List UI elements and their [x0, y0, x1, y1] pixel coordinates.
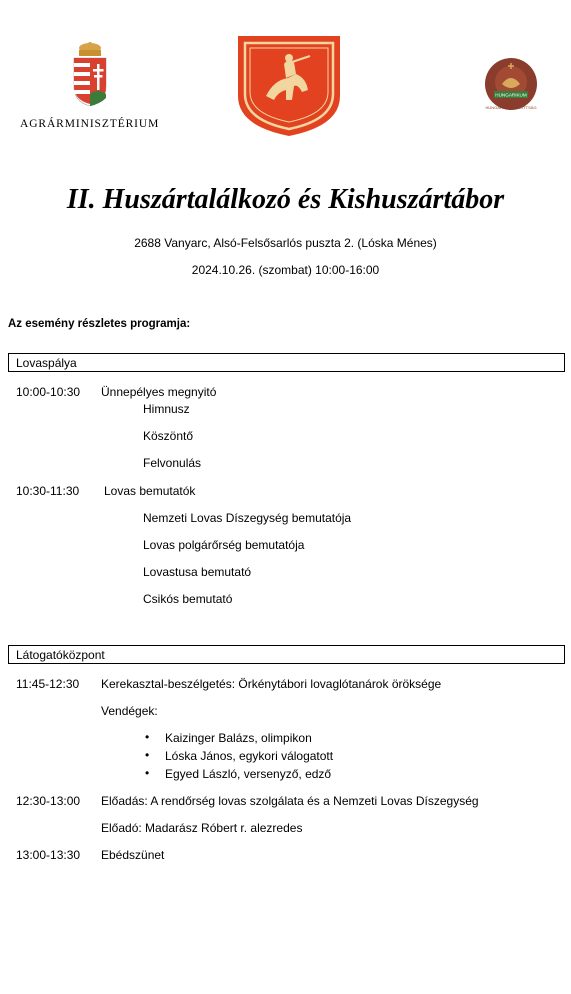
hussar-crest-icon	[236, 34, 342, 138]
program-title: Lovas bemutatók	[104, 484, 196, 498]
agrarminiszterium-logo	[20, 42, 160, 134]
program-title: Ebédszünet	[101, 848, 165, 862]
program-subitem: Nemzeti Lovas Díszegység bemutatója	[143, 511, 352, 525]
program-intro: Az esemény részletes programja:	[8, 318, 191, 330]
event-datetime: 2024.10.26. (szombat) 10:00-16:00	[191, 263, 380, 277]
program-subitem: Köszöntő	[143, 429, 194, 443]
event-title: II. Huszártalálkozó és Kishuszártábor	[66, 184, 505, 215]
hungarikum-logo	[478, 56, 544, 112]
ribbon-label: HUNGARIKUM	[495, 92, 527, 98]
bullet-icon: •	[145, 748, 150, 762]
program-subitem: Felvonulás	[143, 456, 202, 470]
program-time: 13:00-13:30	[16, 848, 81, 862]
hungarian-coat-of-arms-icon	[72, 42, 108, 108]
section-header-lovaspalya: Lovaspálya	[8, 353, 565, 372]
program-subitem: Csikós bemutató	[143, 592, 233, 606]
ministry-label: AGRÁRMINISZTÉRIUM	[20, 118, 160, 130]
program-subitem: Lovas polgárőrség bemutatója	[143, 538, 305, 552]
hungarikum-bizottsag-label: HUNGARIKUM BIZOTTSÁG	[485, 105, 537, 110]
program-time: 11:45-12:30	[16, 677, 80, 691]
section-header-latogatokozpont: Látogatóközpont	[8, 645, 565, 664]
program-title: Ünnepélyes megnyitó	[101, 385, 217, 399]
bullet-icon: •	[145, 766, 150, 780]
program-time: 10:00-10:30	[16, 385, 81, 399]
guest-item: Lóska János, egykori válogatott	[165, 749, 334, 763]
program-title: Kerekasztal-beszélgetés: Örkénytábori lovaglótanárok öröksége	[101, 677, 442, 691]
program-time: 10:30-11:30	[16, 484, 80, 498]
guest-item: Egyed László, versenyző, edző	[165, 767, 332, 781]
guest-item: Kaizinger Balázs, olimpikon	[165, 731, 312, 745]
program-subitem: Himnusz	[143, 402, 190, 416]
program-time: 12:30-13:00	[16, 794, 81, 808]
event-address: 2688 Vanyarc, Alsó-Felsősarlós puszta 2. (Lóska Ménes)	[134, 236, 437, 250]
guests-label: Vendégek:	[101, 704, 158, 718]
program-title: Előadás: A rendőrség lovas szolgálata és a Nemzeti Lovas Díszegység	[101, 794, 479, 808]
program-subitem: Lovastusa bemutató	[143, 565, 252, 579]
speaker-line: Előadó: Madarász Róbert r. alezredes	[101, 821, 303, 835]
bullet-icon: •	[145, 730, 150, 744]
